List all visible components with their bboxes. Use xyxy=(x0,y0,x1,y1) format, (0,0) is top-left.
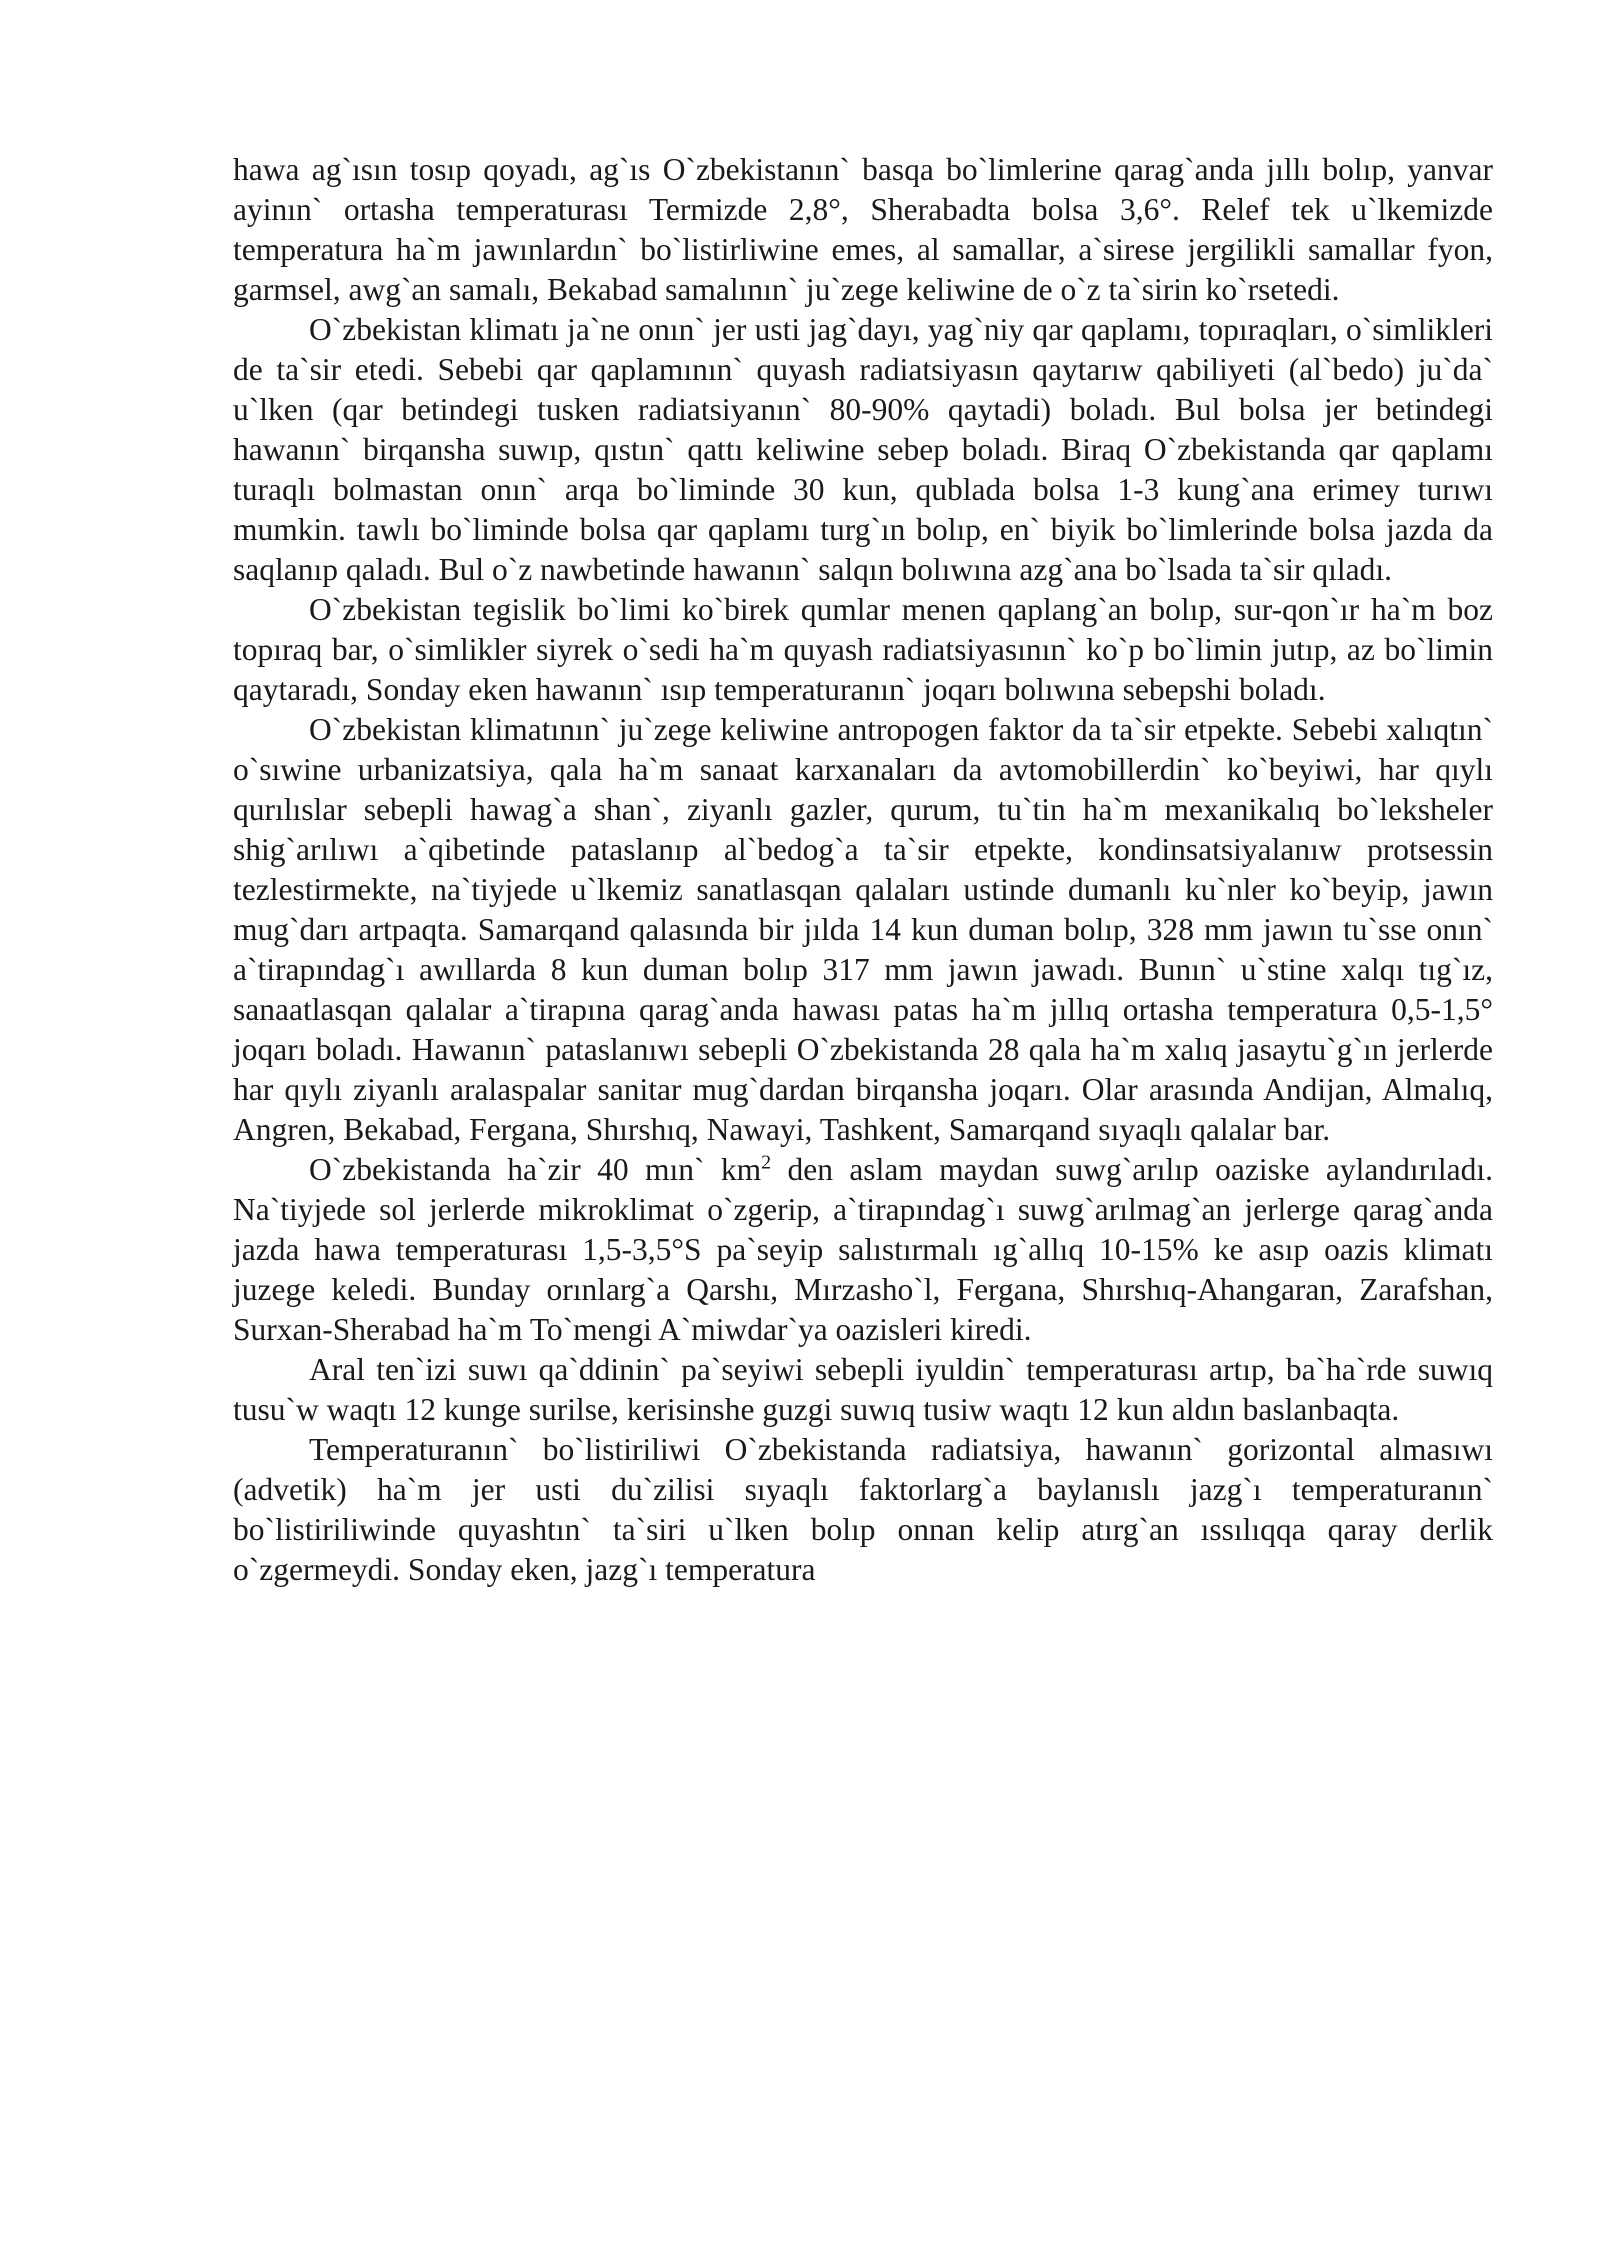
paragraph-3: O`zbekistan tegislik bo`limi ko`birek qumlar menen qaplang`an bolıp, sur-qon`ır ha`m boz topıraq bar, o`simlikler siyrek o`sedi ha`m quyash radiatsiyasının` ko`p bo`limin jutıp, az bo`limin qaytaradı, Sonday eken hawanın` ısıp temperaturanın` joqarı bolıwına sebepshi boladı. xyxy=(233,592,1493,707)
paragraph-2: O`zbekistan klimatı ja`ne onın` jer usti jag`dayı, yag`niy qar qaplamı, topıraqları, o`simlikleri de ta`sir etedi. Sebebi qar qaplamının` quyash radiatsiyasın qaytarıw qabiliyeti (al`bedo) ju`da` u`lken (qar betindegi tusken radiatsiyanın` 80-90% qaytadi) boladı. Bul bolsa jer betindegi hawanın` birqansha suwıp, qıstın` qattı keliwine sebep boladı. Biraq O`zbekistanda qar qaplamı turaqlı bolmastan onın` arqa bo`liminde 30 kun, qublada bolsa 1-3 kung`ana erimey turıwı mumkin. tawlı bo`liminde bolsa qar qaplamı turg`ın bolıp, en` biyik bo`limlerinde bolsa jazda da saqlanıp qaladı. Bul o`z nawbetinde hawanın` salqın bolıwına azg`ana bo`lsada ta`sir qıladı. xyxy=(233,312,1493,587)
paragraph-4: O`zbekistan klimatının` ju`zege keliwine antropogen faktor da ta`sir etpekte. Sebebi xalıqtın` o`sıwine urbanizatsiya, qala ha`m sanaat karxanaları da avtomobillerdin` ko`beyiwi, har qıylı qurılıslar sebepli hawag`a shan`, ziyanlı gazler, qurum, tu`tin ha`m mexanikalıq bo`leksheler shig`arılıwı a`qibetinde pataslanıp al`bedog`a ta`sir etpekte, kondinsatsiyalanıw protsessin tezlestirmekte, na`tiyjede u`lkemiz sanatlasqan qalaları ustinde dumanlı ku`nler ko`beyip, jawın mug`darı artpaqta. Samarqand qalasında bir jılda 14 kun duman bolıp, 328 mm jawın tu`sse onın` a`tirapındag`ı awıllarda 8 kun duman bolıp 317 mm jawın jawadı. Bunın` u`stine xalqı tıg`ız, sanaatlasqan qalalar a`tirapına qarag`anda hawası patas ha`m jıllıq ortasha temperatura 0,5-1,5° joqarı boladı. Hawanın` pataslanıwı sebepli O`zbekistanda 28 qala ha`m xalıq jasaytu`g`ın jerlerde har qıylı ziyanlı aralaspalar sanitar mug`dardan birqansha joqarı. Olar arasında Andijan, Almalıq, Angren, Bekabad, Fergana, Shırshıq, Nawayi, Tashkent, Samarqand sıyaqlı qalalar bar. xyxy=(233,712,1493,1147)
paragraph-6: Aral ten`izi suwı qa`ddinin` pa`seyiwi sebepli iyuldin` temperaturası artıp, ba`ha`rde suwıq tusu`w waqtı 12 kunge surilse, kerisinshe guzgi suwıq tusiw waqtı 12 kun aldın baslanbaqta. xyxy=(233,1352,1493,1427)
paragraph-5 xyxy=(233,1150,1493,1350)
paragraph-7: Temperaturanın` bo`listiriliwi O`zbekistanda radiatsiya, hawanın` gorizontal almasıwı (advetik) ha`m jer usti du`zilisi sıyaqlı faktorlarg`a baylanıslı jazg`ı temperaturanın` bo`listiriliwinde quyashtın` ta`siri u`lken bolıp onnan kelip atırg`an ıssılıqqa qaray derlik o`zgermeydi. Sonday eken, jazg`ı temperatura xyxy=(233,1432,1493,1587)
superscript-squared: 2 xyxy=(761,1151,772,1174)
document-page xyxy=(233,150,1493,1590)
paragraph-1: hawa ag`ısın tosıp qoyadı, ag`ıs O`zbekistanın` basqa bo`limlerine qarag`anda jıllı bolıp, yanvar ayinın` ortasha temperaturası Termizde 2,8°, Sherabadta bolsa 3,6°. Relef tek u`lkemizde temperatura ha`m jawınlardın` bo`listirliwine emes, al samallar, a`sirese jergilikli samallar fyon, garmsel, awg`an samalı, Bekabad samalının` ju`zege keliwine de o`z ta`sirin ko`rsetedi. xyxy=(233,152,1493,307)
paragraph-5-text-after: den aslam maydan suwg`arılıp oaziske aylandırıladı. Na`tiyjede sol jerlerde mikroklimat o`zgerip, a`tirapındag`ı suwg`arılmag`an jerlerge qarag`anda jazda hawa temperaturası 1,5-3,5°S pa`seyip salıstırmalı ıg`allıq 10-15% ke asıp oazis klimatı juzege keledi. Bunday orınlarg`a Qarshı, Mırzasho`l, Fergana, Shırshıq-Ahangaran, Zarafshan, Surxan-Sherabad ha`m To`mengi A`miwdar`ya oazisleri kiredi. xyxy=(233,1152,1493,1347)
paragraph-5-text-before: O`zbekistanda ha`zir 40 mın` km xyxy=(309,1152,762,1187)
